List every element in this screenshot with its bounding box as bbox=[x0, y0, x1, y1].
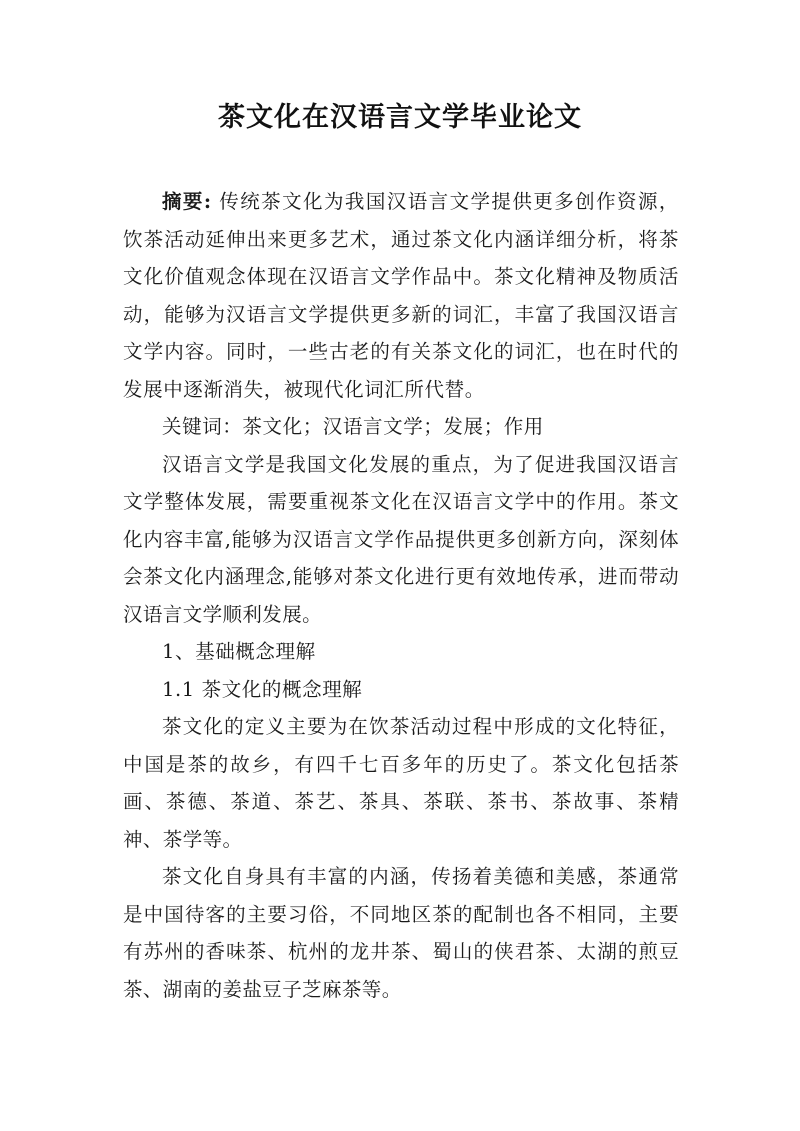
document-body bbox=[123, 183, 679, 1008]
section-heading: 1、基础概念理解 bbox=[162, 640, 316, 663]
connotation-paragraph: 茶文化自身具有丰富的内涵，传扬着美德和美感，茶通常是中国待客的主要习俗，不同地区茶的配制也各不相同，主要有苏州的香味茶、杭州的龙井茶、蜀山的侠君茶、太湖的煎豆茶、湖南的姜盐豆子芝麻茶等。 bbox=[123, 865, 679, 1001]
abstract-label: 摘要: bbox=[162, 190, 212, 213]
definition-paragraph: 茶文化的定义主要为在饮茶活动过程中形成的文化特征，中国是茶的故乡，有四千七百多年的历史了。茶文化包括茶画、茶德、茶道、茶艺、茶具、茶联、茶书、茶故事、茶精神、茶学等。 bbox=[123, 715, 679, 851]
subsection-heading: 1.1 茶文化的概念理解 bbox=[162, 677, 363, 701]
abstract-paragraph bbox=[123, 183, 679, 408]
intro-paragraph: 汉语言文学是我国文化发展的重点，为了促进我国汉语言文学整体发展，需要重视茶文化在汉语言文学中的作用。茶文化内容丰富,能够为汉语言文学作品提供更多创新方向，深刻体会茶文化内涵理念,能够对茶文化进行更有效地传承，进而带动汉语言文学顺利发展。 bbox=[123, 452, 679, 626]
keywords-line: 关键词：茶文化；汉语言文学；发展；作用 bbox=[162, 415, 544, 438]
document-title: 茶文化在汉语言文学毕业论文 bbox=[218, 102, 582, 133]
abstract-text: 传统茶文化为我国汉语言文学提供更多创作资源，饮茶活动延伸出来更多艺术，通过茶文化内涵详细分析，将茶文化价值观念体现在汉语言文学作品中。茶文化精神及物质活动，能够为汉语言文学提供更多新的词汇，丰富了我国汉语言文学内容。同时，一些古老的有关茶文化的词汇，也在时代的发展中逐渐消失，被现代化词汇所代替。 bbox=[123, 190, 680, 401]
